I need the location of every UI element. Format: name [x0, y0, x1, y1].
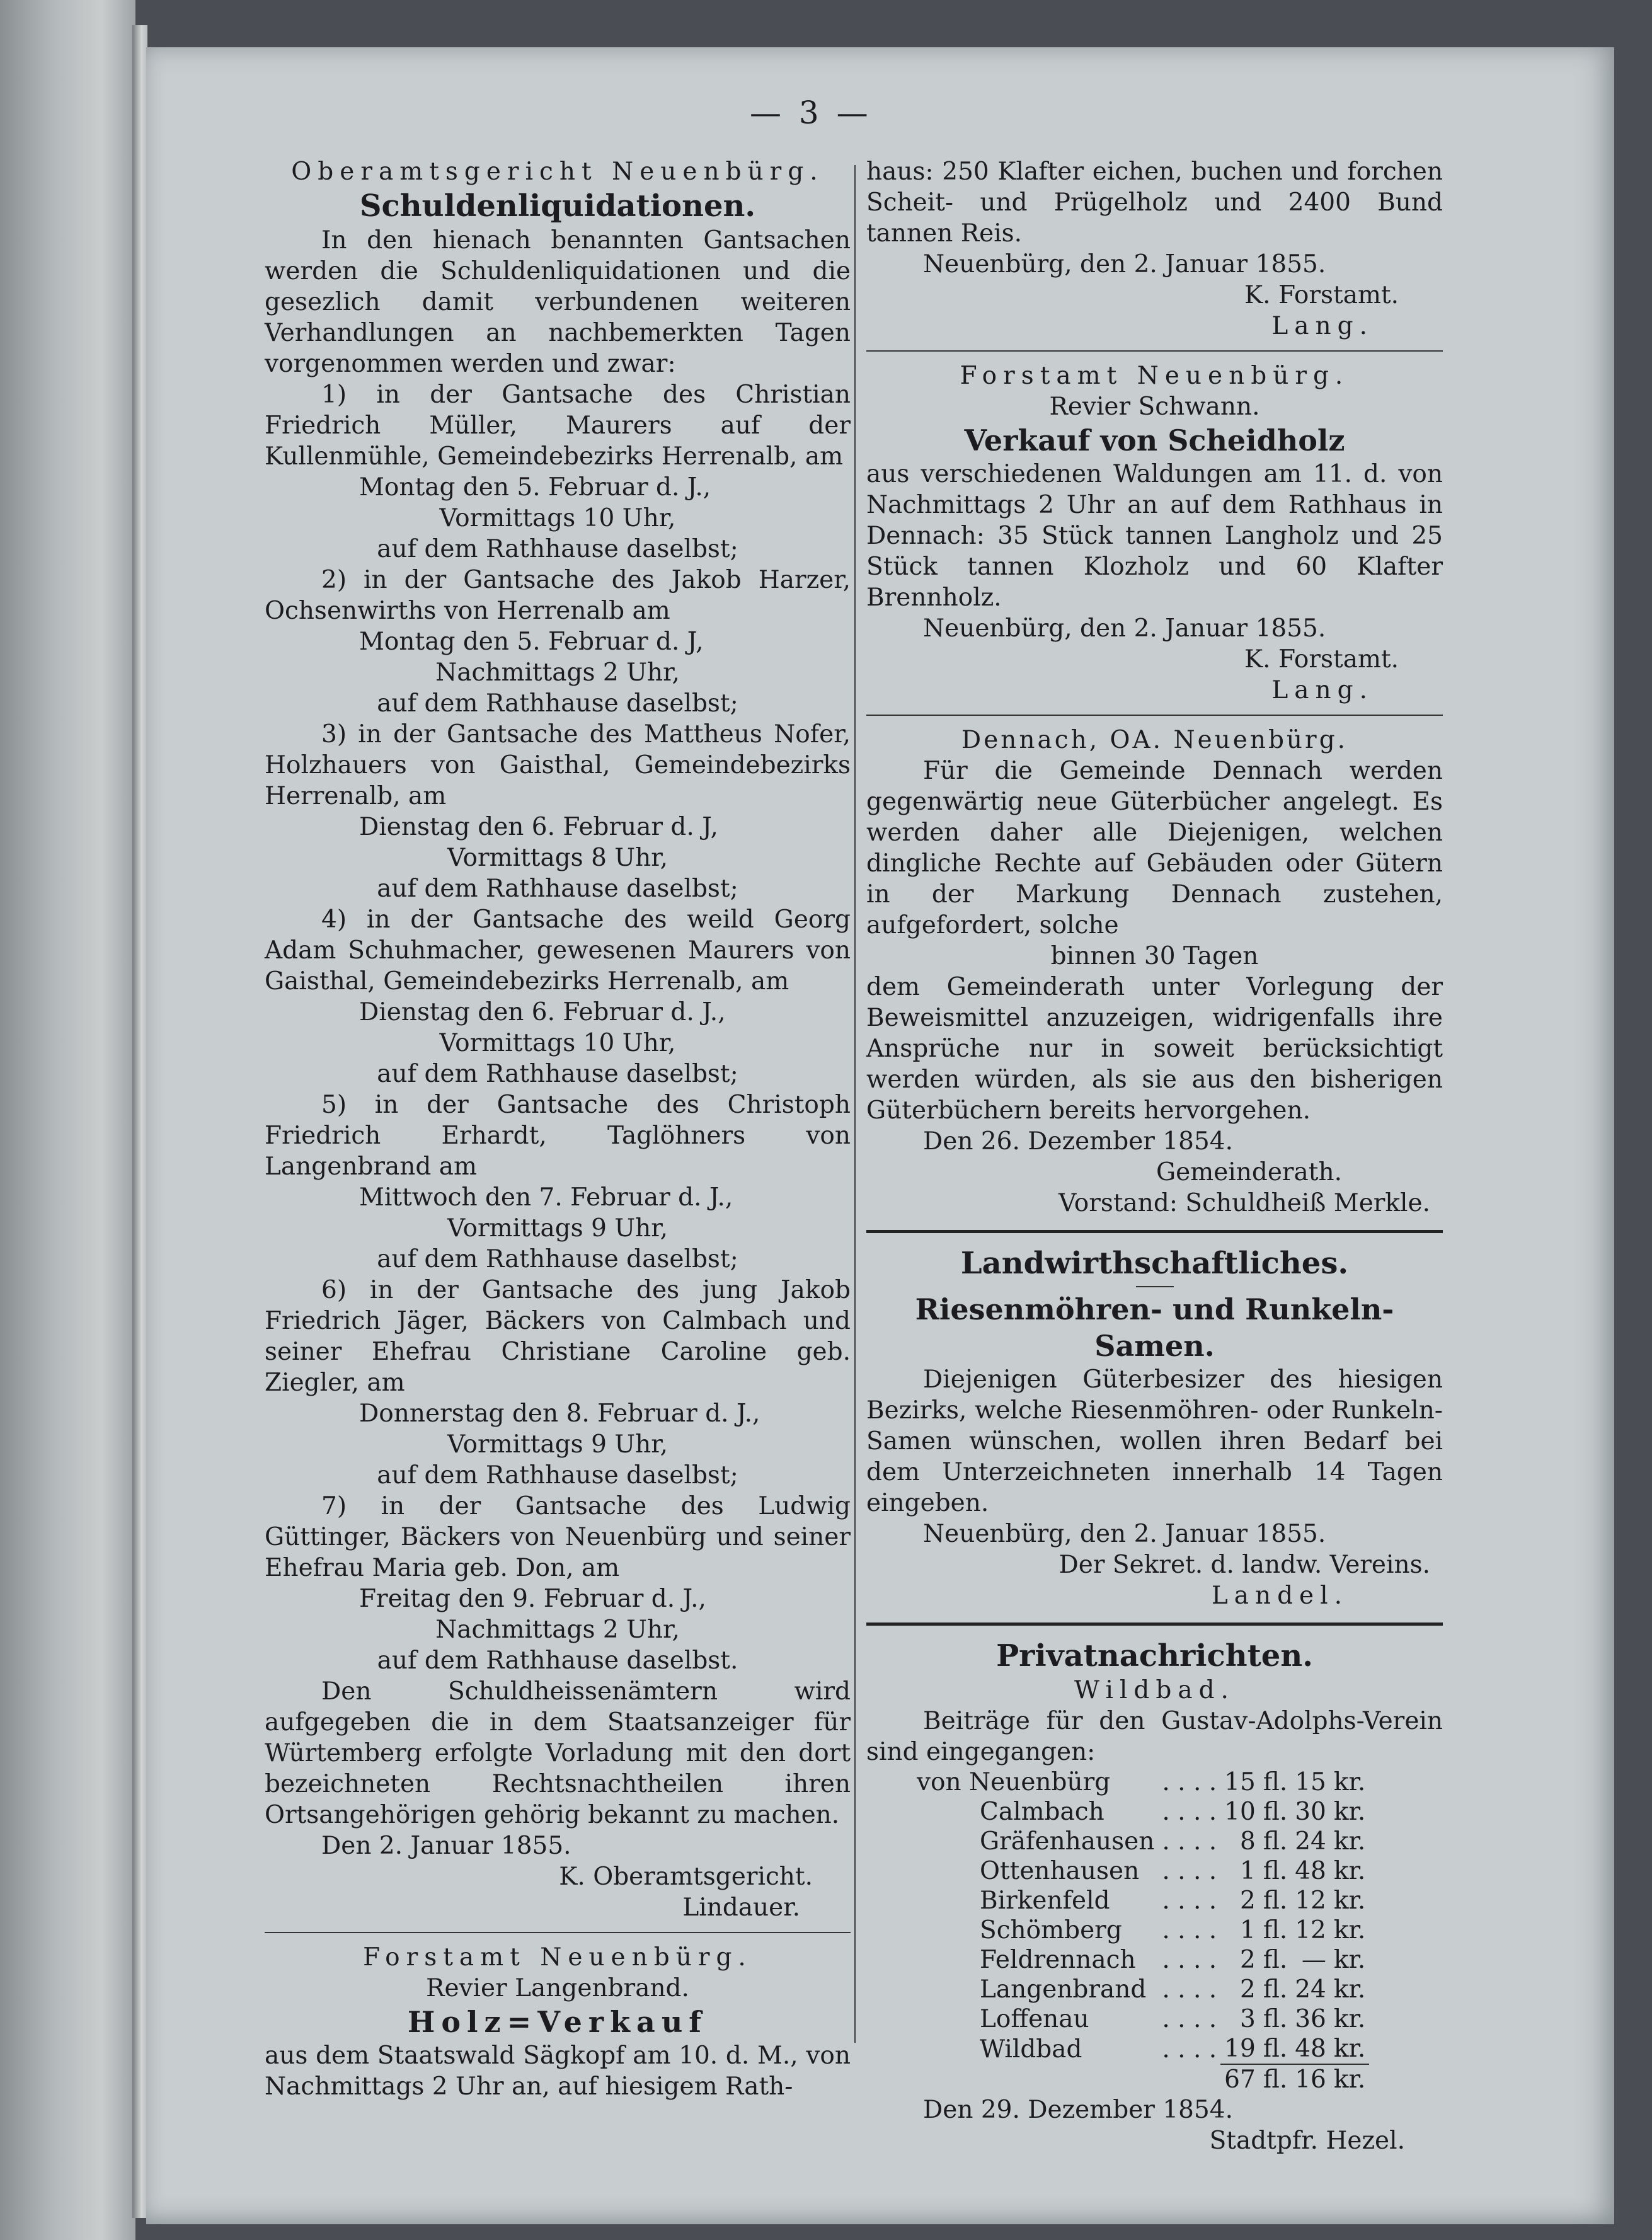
case-text: 3) in der Gantsache des Mattheus Nofer, Holzhauers von Gaisthal, Gemeindebezirks Herrenalb, am	[265, 720, 851, 810]
case-time: Nachmittags 2 Uhr,	[435, 1616, 680, 1644]
donation-fl: 8	[1239, 1827, 1256, 1856]
wildbad-title: Wildbad.	[1074, 1676, 1235, 1704]
case-place: auf dem Rathhause daselbst;	[377, 875, 738, 903]
donation-kr: 24	[1295, 1827, 1326, 1856]
case-place: auf dem Rathhause daselbst;	[377, 1060, 738, 1088]
donation-fl: 2	[1239, 1887, 1256, 1915]
unit-kr: kr.	[1333, 1857, 1366, 1885]
unit-fl: fl.	[1263, 1768, 1288, 1796]
case-place: auf dem Rathhause daselbst;	[377, 1245, 738, 1273]
section-rule	[265, 1932, 851, 1933]
unit-fl: fl.	[1263, 1916, 1288, 1944]
samen-date: Neuenbürg, den 2. Januar 1855.	[923, 1520, 1326, 1548]
case-place: auf dem Rathhause daselbst;	[377, 689, 738, 718]
donation-dots: . . . .	[1162, 1857, 1217, 1885]
case-date: Mittwoch den 7. Februar d. J.,	[359, 1183, 733, 1212]
case-text: 6) in der Gantsache des jung Jakob Friedrich Jäger, Bäckers von Calmbach und seiner Ehefrau Christiane Caroline geb. Ziegler, am	[265, 1276, 851, 1397]
scheidholz-text: aus verschiedenen Waldungen am 11. d. von Nachmittags 2 Uhr an auf dem Rathhaus in Dennach: 35 Stück tannen Langholz und 25 Stück tannen Klozholz und 60 Klafter Brennholz.	[866, 460, 1443, 612]
dennach-text: Für die Gemeinde Dennach werden gegenwärtig neue Güterbücher angelegt. Es werden daher alle Diejenigen, welchen dingliche Rechte auf Gebäuden oder Gütern in der Markung Dennach zustehen, aufgefordert, solche	[866, 757, 1443, 939]
case-time: Vormittags 9 Uhr,	[447, 1214, 668, 1243]
case-time: Vormittags 10 Uhr,	[439, 504, 676, 532]
donation-place: Wildbad	[980, 2035, 1082, 2064]
table-row	[873, 1915, 1369, 1945]
unit-kr: kr.	[1333, 1916, 1366, 1944]
unit-fl: fl.	[1263, 2035, 1288, 2063]
case-date: Freitag den 9. Februar d. J.,	[359, 1585, 706, 1613]
unit-fl: fl.	[1263, 1946, 1288, 1974]
unit-kr: kr.	[1333, 1768, 1366, 1796]
case-item	[265, 904, 851, 1089]
short-rule	[1136, 1286, 1174, 1287]
case-date: Dienstag den 6. Februar d. J.,	[359, 998, 726, 1026]
holz-verkauf-heading: Holz=Verkauf	[407, 2005, 708, 2039]
case-text: 1) in der Gantsache des Christian Friedrich Müller, Maurers auf der Kullenmühle, Gemeindebezirks Herrenalb, am	[265, 381, 851, 471]
donation-fl: 2	[1239, 1975, 1256, 2004]
donation-fl: 1	[1239, 1857, 1256, 1885]
dennach-title: Dennach, OA. Neuenbürg.	[961, 726, 1348, 754]
donations-table	[873, 1767, 1369, 2094]
scheidholz-heading: Verkauf von Scheidholz	[964, 423, 1345, 457]
case-date: Donnerstag den 8. Februar d. J.,	[359, 1399, 760, 1428]
donation-place: Birkenfeld	[980, 1887, 1110, 1915]
forstamt-title: Forstamt Neuenbürg.	[960, 362, 1350, 390]
unit-fl: fl.	[1263, 1887, 1288, 1915]
case-item	[265, 379, 851, 565]
section-rule	[866, 715, 1443, 716]
case-time: Vormittags 8 Uhr,	[447, 844, 668, 872]
unit-fl: fl.	[1263, 1975, 1288, 2004]
donation-dots: . . . .	[1162, 1975, 1217, 2004]
case-date: Montag den 5. Februar d. J,	[359, 628, 704, 656]
privatnachrichten-heading: Privatnachrichten.	[996, 1638, 1313, 1674]
signature-name: Lindauer.	[682, 1893, 800, 1922]
scheidholz-date: Neuenbürg, den 2. Januar 1855.	[923, 614, 1326, 643]
case-text: 7) in der Gantsache des Ludwig Güttinger, Bäckers von Neuenbürg und seiner Ehefrau Maria geb. Don, am	[265, 1492, 851, 1582]
case-date: Montag den 5. Februar d. J.,	[359, 473, 711, 502]
case-item	[265, 719, 851, 904]
donation-fl: 3	[1239, 2005, 1256, 2033]
samen-heading: Riesenmöhren- und Runkeln-Samen.	[915, 1292, 1394, 1363]
donation-fl: 19	[1224, 2035, 1256, 2063]
donation-kr: —	[1301, 1946, 1326, 1974]
unit-kr: kr.	[1333, 1975, 1366, 2004]
case-date: Dienstag den 6. Februar d. J,	[359, 813, 718, 841]
total-fl: 67	[1220, 2064, 1259, 2094]
intro-text: In den hienach benannten Gantsachen werden die Schuldenliquidationen und die gesezlich damit verbundenen weiteren Verhandlungen an nachbemerkten Tagen vorgenommen werden und zwar:	[265, 226, 851, 378]
revier-name: Revier Schwann.	[1049, 393, 1260, 421]
holz-verkauf-text: aus dem Staatswald Sägkopf am 10. d. M., von Nachmittags 2 Uhr an, auf hiesigem Rath-	[265, 2042, 851, 2101]
closing-text: Den Schuldheissenämtern wird aufgegeben die in dem Staatsanzeiger für Würtemberg erfolgte Vorladung mit den dort bezeichneten Rechtsnachtheilen ihren Ortsangehörigen gehörig bekannt zu machen.	[265, 1677, 851, 1829]
unit-kr: kr.	[1333, 1946, 1366, 1974]
case-place: auf dem Rathhause daselbst;	[377, 1461, 738, 1490]
donation-dots: . . . .	[1162, 1768, 1217, 1796]
case-item	[265, 1089, 851, 1275]
donation-fl: 15	[1224, 1768, 1256, 1796]
unit-kr: kr.	[1333, 1827, 1366, 1856]
case-item	[265, 565, 851, 719]
donation-dots: . . . .	[1162, 1798, 1217, 1826]
donation-fl: 10	[1224, 1798, 1256, 1826]
table-row	[873, 1886, 1369, 1915]
unit-fl: fl.	[1263, 1857, 1288, 1885]
table-row	[873, 2004, 1369, 2034]
case-list	[265, 379, 851, 1676]
samen-signature-name: Landel.	[1211, 1582, 1348, 1610]
book-binding	[132, 25, 147, 2218]
case-text: 4) in der Gantsache des weild Georg Adam Schuhmacher, gewesenen Maurers von Gaisthal, Gemeindebezirks Herrenalb, am	[265, 905, 851, 996]
left-column	[265, 156, 851, 2102]
donation-dots: . . . .	[1162, 1827, 1217, 1856]
case-place: auf dem Rathhause daselbst.	[377, 1646, 738, 1675]
donation-kr: 15	[1295, 1768, 1326, 1796]
donation-fl: 2	[1239, 1946, 1256, 1974]
table-row	[873, 1856, 1369, 1886]
total-row	[873, 2064, 1369, 2094]
dennach-date: Den 26. Dezember 1854.	[923, 1127, 1233, 1156]
donation-place: Schömberg	[980, 1916, 1122, 1944]
unit-kr: kr.	[1333, 2035, 1366, 2063]
case-text: 2) in der Gantsache des Jakob Harzer, Ochsenwirths von Herrenalb am	[265, 566, 851, 625]
total-kr: 16	[1291, 2064, 1330, 2094]
unit-fl: fl.	[1263, 2005, 1288, 2033]
donation-place: Langenbrand	[980, 1975, 1147, 2004]
donation-kr: 24	[1295, 1975, 1326, 2004]
section-rule	[866, 350, 1443, 352]
donation-place: Feldrennach	[980, 1946, 1136, 1974]
donation-place: Calmbach	[980, 1798, 1104, 1826]
book-spine	[0, 0, 135, 2240]
verein-text: Beiträge für den Gustav-Adolphs-Verein sind eingegangen:	[866, 1707, 1443, 1766]
donation-dots: . . . .	[1162, 2035, 1217, 2064]
unit-kr: kr.	[1333, 2005, 1366, 2033]
unit-fl: fl.	[1259, 2064, 1291, 2094]
table-row	[873, 1827, 1369, 1856]
page-number: — 3 —	[750, 95, 872, 131]
case-item	[265, 1491, 851, 1676]
donation-place: von Neuenbürg	[917, 1768, 1111, 1796]
column-divider	[854, 165, 856, 2043]
table-row	[873, 1767, 1369, 1797]
donation-dots: . . . .	[1162, 1946, 1217, 1974]
donation-dots: . . . .	[1162, 1916, 1217, 1944]
samen-text: Diejenigen Güterbesizer des hiesigen Bezirks, welche Riesenmöhren- oder Runkeln-Samen wünschen, wollen ihren Bedarf bei dem Unterzeichneten innerhalb 14 Tagen eingeben.	[866, 1365, 1443, 1517]
dennach-text-continued: dem Gemeinderath unter Vorlegung der Beweismittel anzuzeigen, widrigenfalls ihre Ansprüche nur in soweit berücksichtigt werden würden, als sie aus den bisherigen Güterbüchern bereits hervorgehen.	[866, 973, 1443, 1125]
dennach-signature-name: Vorstand: Schuldheiß Merkle.	[1058, 1189, 1430, 1217]
case-item	[265, 1275, 851, 1491]
case-time: Nachmittags 2 Uhr,	[435, 658, 680, 687]
right-column	[866, 156, 1443, 2156]
donation-place: Ottenhausen	[980, 1857, 1140, 1885]
donation-kr: 48	[1295, 2035, 1326, 2063]
scheidholz-signature-name: Lang.	[1271, 676, 1374, 704]
table-row	[873, 1945, 1369, 1975]
donation-dots: . . . .	[1162, 2005, 1217, 2033]
table-row	[873, 1797, 1369, 1827]
continued-signature-authority: K. Forstamt.	[1244, 281, 1399, 309]
table-row	[873, 2034, 1369, 2064]
verein-date: Den 29. Dezember 1854.	[923, 2096, 1233, 2124]
donation-kr: 12	[1295, 1887, 1326, 1915]
scheidholz-signature-authority: K. Forstamt.	[1244, 645, 1399, 674]
unit-fl: fl.	[1263, 1827, 1288, 1856]
case-time: Vormittags 9 Uhr,	[447, 1430, 668, 1459]
case-time: Vormittags 10 Uhr,	[439, 1029, 676, 1057]
case-text: 5) in der Gantsache des Christoph Friedrich Erhardt, Taglöhners von Langenbrand am	[265, 1091, 851, 1181]
donation-dots: . . . .	[1162, 1887, 1217, 1915]
court-title: Oberamtsgericht Neuenbürg.	[291, 158, 824, 186]
donation-place: Gräfenhausen	[980, 1827, 1155, 1856]
continued-text: haus: 250 Klafter eichen, buchen und forchen Scheit- und Prügelholz und 2400 Bund tannen Reis.	[866, 158, 1443, 248]
samen-signature-title: Der Sekret. d. landw. Vereins.	[1058, 1551, 1430, 1579]
section-rule-thick	[866, 1623, 1443, 1626]
donation-fl: 1	[1239, 1916, 1256, 1944]
continued-date: Neuenbürg, den 2. Januar 1855.	[923, 250, 1326, 279]
donation-place: Loffenau	[980, 2005, 1089, 2033]
case-place: auf dem Rathhause daselbst;	[377, 535, 738, 563]
unit-kr: kr.	[1333, 1798, 1366, 1826]
unit-kr: kr.	[1333, 1887, 1366, 1915]
dennach-deadline: binnen 30 Tagen	[1050, 942, 1259, 970]
donation-kr: 36	[1295, 2005, 1326, 2033]
landwirthschaftliches-heading: Landwirthschaftliches.	[960, 1246, 1349, 1281]
table-row	[873, 1975, 1369, 2004]
signature-authority: K. Oberamtsgericht.	[559, 1863, 813, 1891]
donation-kr: 12	[1295, 1916, 1326, 1944]
unit-kr: kr.	[1330, 2064, 1369, 2094]
continued-signature-name: Lang.	[1271, 312, 1374, 340]
forstamt-title: Forstamt Neuenbürg.	[363, 1943, 752, 1972]
donation-kr: 48	[1295, 1857, 1326, 1885]
unit-fl: fl.	[1263, 1798, 1288, 1826]
donation-kr: 30	[1295, 1798, 1326, 1826]
dennach-signature-body: Gemeinderath.	[1156, 1158, 1342, 1186]
notice-date: Den 2. Januar 1855.	[321, 1832, 571, 1860]
heading-schuldenliquidationen: Schuldenliquidationen.	[359, 188, 756, 224]
section-rule-thick	[866, 1230, 1443, 1233]
revier-name: Revier Langenbrand.	[426, 1974, 689, 2002]
verein-signature: Stadtpfr. Hezel.	[1209, 2127, 1405, 2155]
